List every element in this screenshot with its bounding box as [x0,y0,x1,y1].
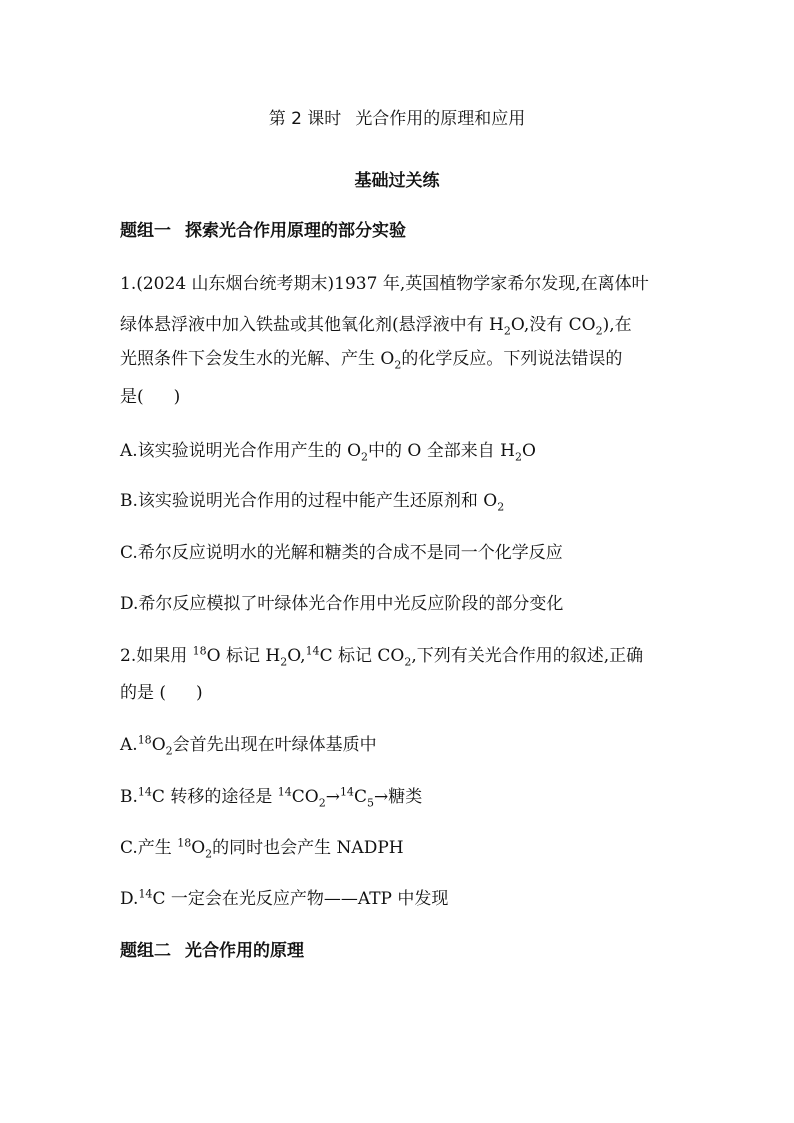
question-2-line-1: 2.如果用 $^{18}$O 标记 $H_2O,^{14}C$ 标记 $CO_2$,下列有关光合作用的叙述,正确 [120,644,644,669]
question-1-option-a: A.该实验说明光合作用产生的 $O_2$中的 O 全部来自 $H_2O$ [120,441,536,464]
question-2-option-d: D.$^{14}$C 一定会在光反应产物——ATP 中发现 [120,887,449,909]
question-1-line-1: 1.(2024 山东烟台统考期末)1937 年,英国植物学家希尔发现,在离体叶 [120,274,649,294]
page-title [0,108,794,130]
question-1-line-4: 是( ) [120,387,181,407]
lesson-title: 光合作用的原理和应用 [355,109,526,129]
group-one-heading: 题组一 探索光合作用原理的部分实验 [120,221,406,241]
question-1-option-b: B.该实验说明光合作用的过程中能产生还原剂和 $O_2$ [120,491,505,514]
lesson-number: 第 2 课时 [268,109,342,129]
question-2-line-2: 的是 ( ) [120,683,203,703]
question-2-option-c: C.产生 $^{18}O_2$的同时也会产生 NADPH [120,836,404,861]
question-1-line-3: 光照条件下会发生水的光解、产生 $O_2$的化学反应。下列说法错误的 [120,349,623,372]
section-title: 基础过关练 [354,171,440,191]
question-1-option-d: D.希尔反应模拟了叶绿体光合作用中光反应阶段的部分变化 [120,594,564,614]
question-2-option-a: $A.^{18}O_2$会首先出现在叶绿体基质中 [120,733,377,758]
question-2-option-b: B.$^{14}$C 转移的途径是 $^{14}CO_2\to^{14}C_5\to$糖类 [120,785,423,810]
group-two-heading: 题组二 光合作用的原理 [120,941,304,961]
question-1-line-2: 绿体悬浮液中加入铁盐或其他氧化剂(悬浮液中有 $H_2O$,没有 $CO_2$),在 [120,315,632,338]
question-1-option-c: C.希尔反应说明水的光解和糖类的合成不是同一个化学反应 [120,543,563,563]
